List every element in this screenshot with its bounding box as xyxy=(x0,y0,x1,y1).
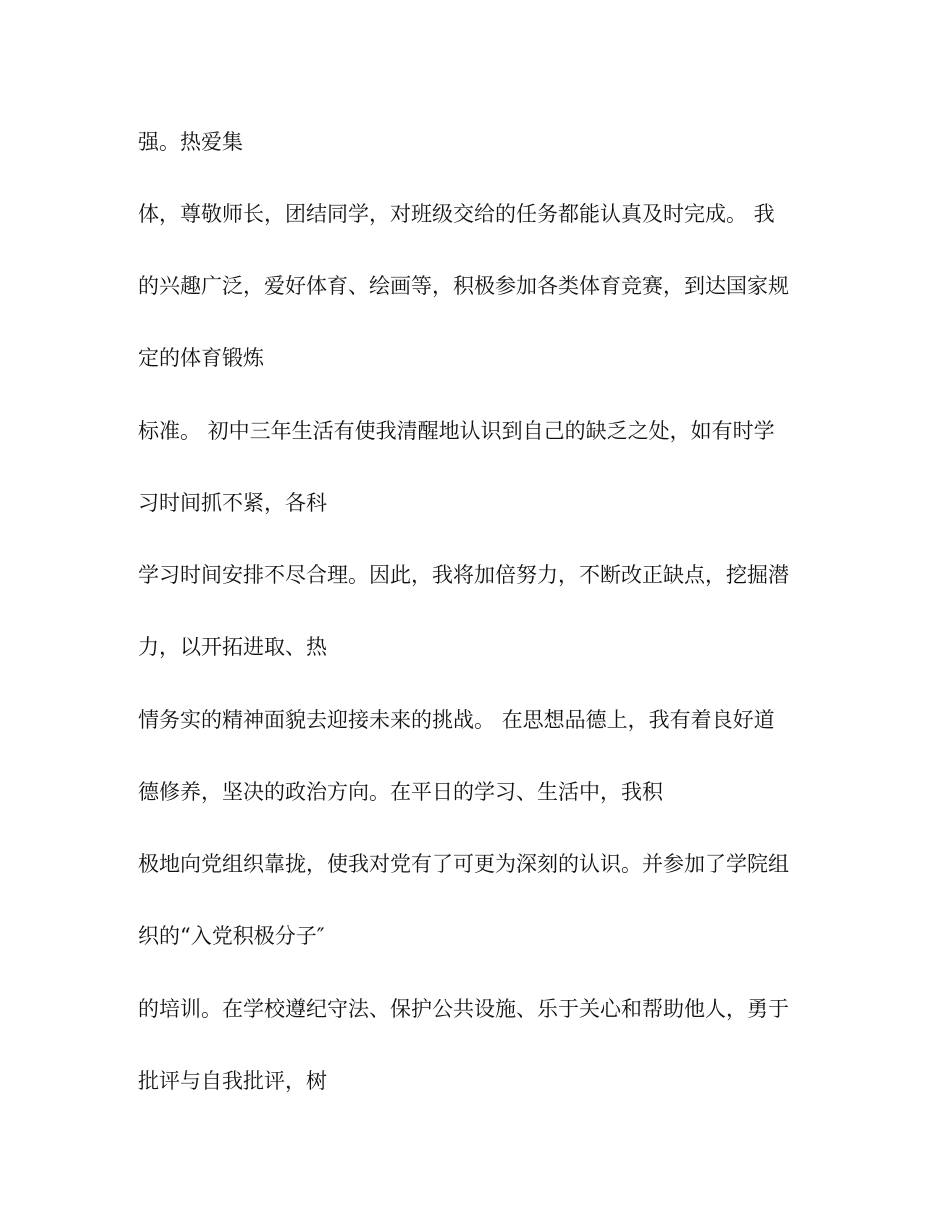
text-line: 定的体育锻炼 xyxy=(138,346,264,370)
text-line: 的兴趣广泛，爱好体育、绘画等，积极参加各类体育竞赛，到达国家规 xyxy=(138,274,789,298)
text-line: 的培训。在学校遵纪守法、保护公共设施、乐于关心和帮助他人，勇于 xyxy=(138,997,789,1021)
text-line: 情务实的精神面貌去迎接未来的挑战。 在思想品德上，我有着良好道 xyxy=(138,708,775,732)
text-line: 体，尊敬师长，团结同学，对班级交给的任务都能认真及时完成。 我 xyxy=(138,202,775,226)
text-line: 力，以开拓进取、热 xyxy=(138,635,327,659)
text-line: 批评与自我批评，树 xyxy=(138,1069,327,1093)
text-line: 标准。 初中三年生活有使我清醒地认识到自己的缺乏之处，如有时学 xyxy=(138,419,775,443)
text-line: 学习时间安排不尽合理。因此，我将加倍努力，不断改正缺点，挖掘潜 xyxy=(138,563,789,587)
text-line: 极地向党组织靠拢，使我对党有了可更为深刻的认识。并参加了学院组 xyxy=(138,852,789,876)
text-line: 强。热爱集 xyxy=(138,130,243,154)
text-line: 习时间抓不紧，各科 xyxy=(138,491,327,515)
text-line: 织的“入党积极分子″ xyxy=(138,924,325,948)
text-line: 德修养，坚决的政治方向。在平日的学习、生活中，我积 xyxy=(138,780,663,804)
